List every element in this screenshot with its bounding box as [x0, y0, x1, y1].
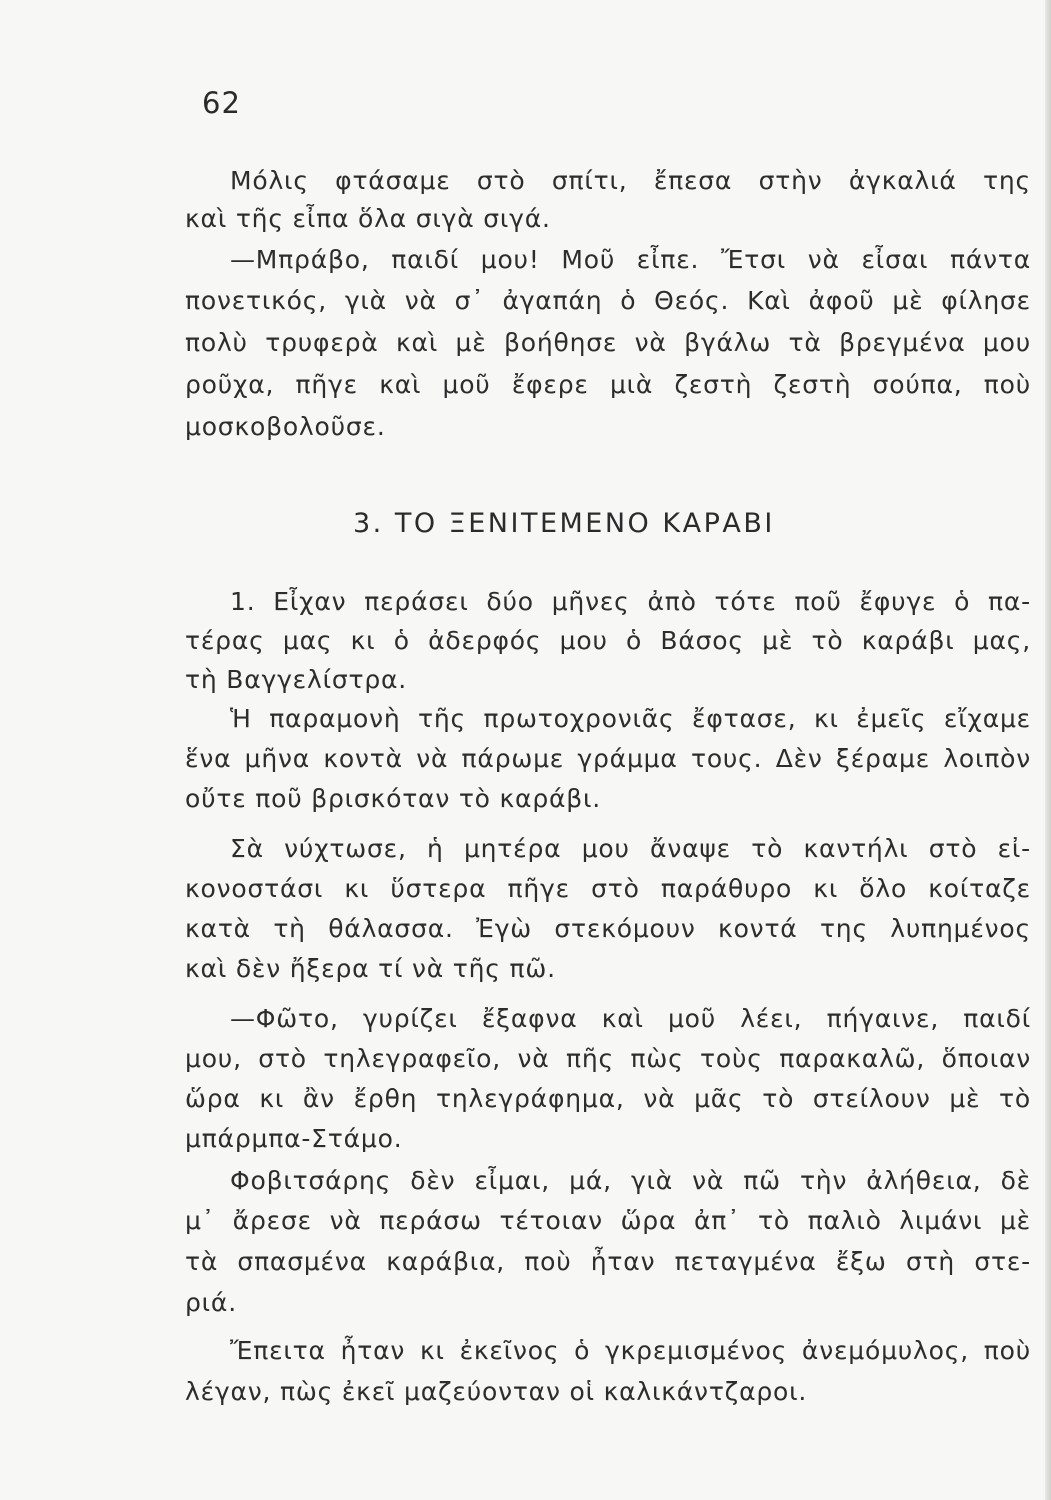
text-line: μου, στὸ τηλεγραφεῖο, νὰ πῆς πὼς τοὺς παρακαλῶ, ὅποιαν — [185, 1044, 1031, 1073]
text-line: οὔτε ποῦ βρισκόταν τὸ καράβι. — [185, 784, 602, 813]
text-line: ροῦχα, πῆγε καὶ μοῦ ἔφερε μιὰ ζεστὴ ζεστὴ σούπα, ποὺ — [185, 370, 1031, 399]
text-line: —Φῶτο, γυρίζει ἔξαφνα καὶ μοῦ λέει, πήγαινε, παιδί — [230, 1004, 1031, 1033]
text-line: Ἔπειτα ἦταν κι ἐκεῖνος ὁ γκρεμισμένος ἀνεμόμυλος, ποὺ — [230, 1336, 1031, 1365]
text-line: καὶ τῆς εἶπα ὅλα σιγὰ σιγά. — [185, 204, 551, 233]
text-line: ριά. — [185, 1288, 237, 1317]
page-number: 62 — [202, 86, 241, 120]
text-line: καὶ δὲν ἤξερα τί νὰ τῆς πῶ. — [185, 954, 556, 983]
text-line: τὰ σπασμένα καράβια, ποὺ ἦταν πεταγμένα ἔξω στὴ στε- — [185, 1247, 1031, 1276]
text-line: μ᾽ ἄρεσε νὰ περάσω τέτοιαν ὥρα ἀπ᾽ τὸ παλιὸ λιμάνι μὲ — [185, 1206, 1031, 1235]
text-line: ἕνα μῆνα κοντὰ νὰ πάρωμε γράμμα τους. Δὲν ξέραμε λοιπὸν — [185, 744, 1031, 773]
text-line: Φοβιτσάρης δὲν εἶμαι, μά, γιὰ νὰ πῶ τὴν ἀλήθεια, δὲ — [230, 1166, 1031, 1195]
text-line: πολὺ τρυφερὰ καὶ μὲ βοήθησε νὰ βγάλω τὰ βρεγμένα μου — [185, 328, 1031, 357]
text-line: 1. Εἶχαν περάσει δύο μῆνες ἀπὸ τότε ποῦ ἔφυγε ὁ πα- — [230, 587, 1031, 616]
text-line: Σὰ νύχτωσε, ἡ μητέρα μου ἄναψε τὸ καντήλι στὸ εἰ- — [230, 834, 1031, 863]
text-line: Ἡ παραμονὴ τῆς πρωτοχρονιᾶς ἔφτασε, κι ἐμεῖς εἴχαμε — [230, 704, 1031, 733]
text-line: τέρας μας κι ὁ ἀδερφός μου ὁ Βάσος μὲ τὸ καράβι μας, — [185, 626, 1031, 655]
text-line: τὴ Βαγγελίστρα. — [185, 665, 408, 694]
text-line: λέγαν, πὼς ἐκεῖ μαζεύονταν οἱ καλικάντζαροι. — [185, 1377, 808, 1406]
section-heading: 3. ΤΟ ΞΕΝΙΤΕΜΕΝΟ ΚΑΡΑΒΙ — [353, 508, 775, 539]
text-line: —Μπράβο, παιδί μου! Μοῦ εἶπε. Ἔτσι νὰ εἶσαι πάντα — [230, 245, 1031, 274]
text-line: μοσκοβολοῦσε. — [185, 412, 386, 441]
text-line: κατὰ τὴ θάλασσα. Ἐγὼ στεκόμουν κοντά της λυπημένος — [185, 914, 1031, 943]
text-line: πονετικός, γιὰ νὰ σ᾽ ἀγαπάη ὁ Θεός. Καὶ ἀφοῦ μὲ φίλησε — [185, 286, 1031, 315]
text-line: ὥρα κι ἂν ἔρθη τηλεγράφημα, νὰ μᾶς τὸ στείλουν μὲ τὸ — [185, 1084, 1031, 1113]
page-edge-shadow — [1045, 0, 1051, 1500]
text-line: κονοστάσι κι ὕστερα πῆγε στὸ παράθυρο κι ὅλο κοίταζε — [185, 874, 1031, 903]
text-line: Μόλις φτάσαμε στὸ σπίτι, ἔπεσα στὴν ἀγκαλιά της — [230, 166, 1031, 195]
text-line: μπάρμπα-Στάμο. — [185, 1124, 403, 1153]
